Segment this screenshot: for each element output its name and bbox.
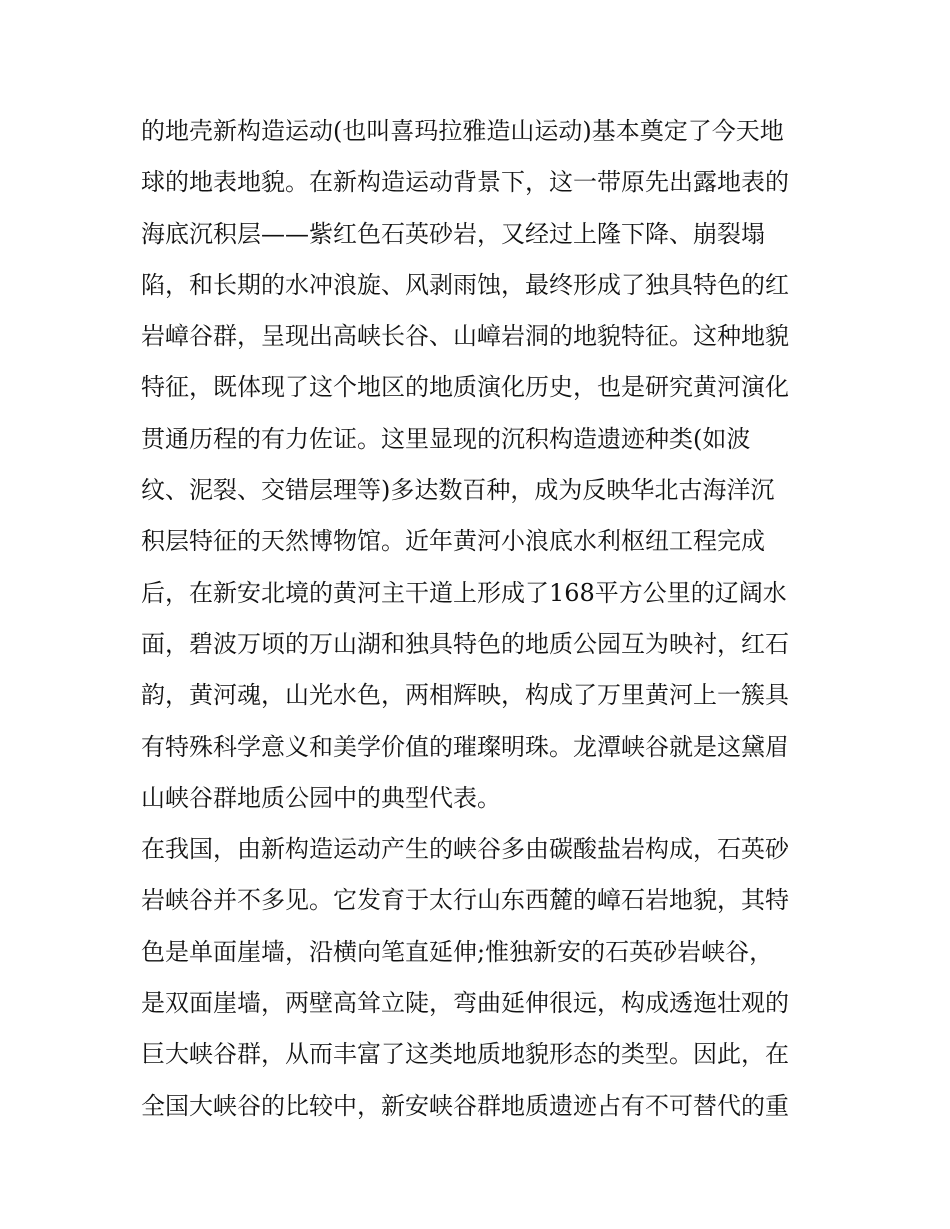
text-line: 岩嶂谷群，呈现出高峡长谷、山嶂岩洞的地貌特征。这种地貌 bbox=[141, 322, 789, 351]
paragraph-2 bbox=[141, 829, 821, 1137]
text-line: 的地壳新构造运动(也叫喜玛拉雅造山运动)基本奠定了今天地 bbox=[141, 117, 784, 145]
text-line: 色是单面崖墙，沿横向笔直延伸;惟独新安的石英砂岩峡谷， bbox=[141, 937, 774, 966]
text-line: 巨大峡谷群，从而丰富了这类地质地貌形态的类型。因此，在 bbox=[141, 1040, 789, 1069]
text-line: 陷，和长期的水冲浪旋、风剥雨蚀，最终形成了独具特色的红 bbox=[141, 270, 789, 299]
text-line: 岩峡谷并不多见。它发育于太行山东西麓的嶂石岩地貌，其特 bbox=[141, 886, 789, 915]
document-body bbox=[141, 111, 821, 1137]
text-line: 后，在新安北境的黄河主干道上形成了168平方公里的辽阔水 bbox=[141, 578, 787, 607]
text-line: 在我国，由新构造运动产生的峡谷多由碳酸盐岩构成，石英砂 bbox=[141, 835, 789, 864]
text-line: 韵，黄河魂，山光水色，两相辉映，构成了万里黄河上一簇具 bbox=[141, 681, 789, 710]
text-line: 海底沉积层——紫红色石英砂岩，又经过上隆下降、崩裂塌 bbox=[141, 219, 765, 248]
text-line: 特征，既体现了这个地区的地质演化历史，也是研究黄河演化 bbox=[141, 373, 789, 402]
paragraph-1 bbox=[141, 111, 821, 829]
text-line: 全国大峡谷的比较中，新安峡谷群地质遗迹占有不可替代的重 bbox=[141, 1091, 789, 1120]
text-line: 面，碧波万顷的万山湖和独具特色的地质公园互为映衬，红石 bbox=[141, 629, 789, 658]
text-line: 是双面崖墙，两壁高耸立陡，弯曲延伸很远，构成透迤壮观的 bbox=[141, 989, 789, 1018]
text-line: 积层特征的天然博物馆。近年黄河小浪底水利枢纽工程完成 bbox=[141, 527, 765, 556]
text-line: 贯通历程的有力佐证。这里显现的沉积构造遗迹种类(如波 bbox=[141, 424, 751, 453]
text-line: 纹、泥裂、交错层理等)多达数百种，成为反映华北古海洋沉 bbox=[141, 476, 775, 505]
text-line: 球的地表地貌。在新构造运动背景下，这一带原先出露地表的 bbox=[141, 168, 789, 197]
text-line: 有特殊科学意义和美学价值的璀璨明珠。龙潭峡谷就是这黛眉 bbox=[141, 732, 789, 761]
text-line: 山峡谷群地质公园中的典型代表。 bbox=[141, 783, 501, 812]
